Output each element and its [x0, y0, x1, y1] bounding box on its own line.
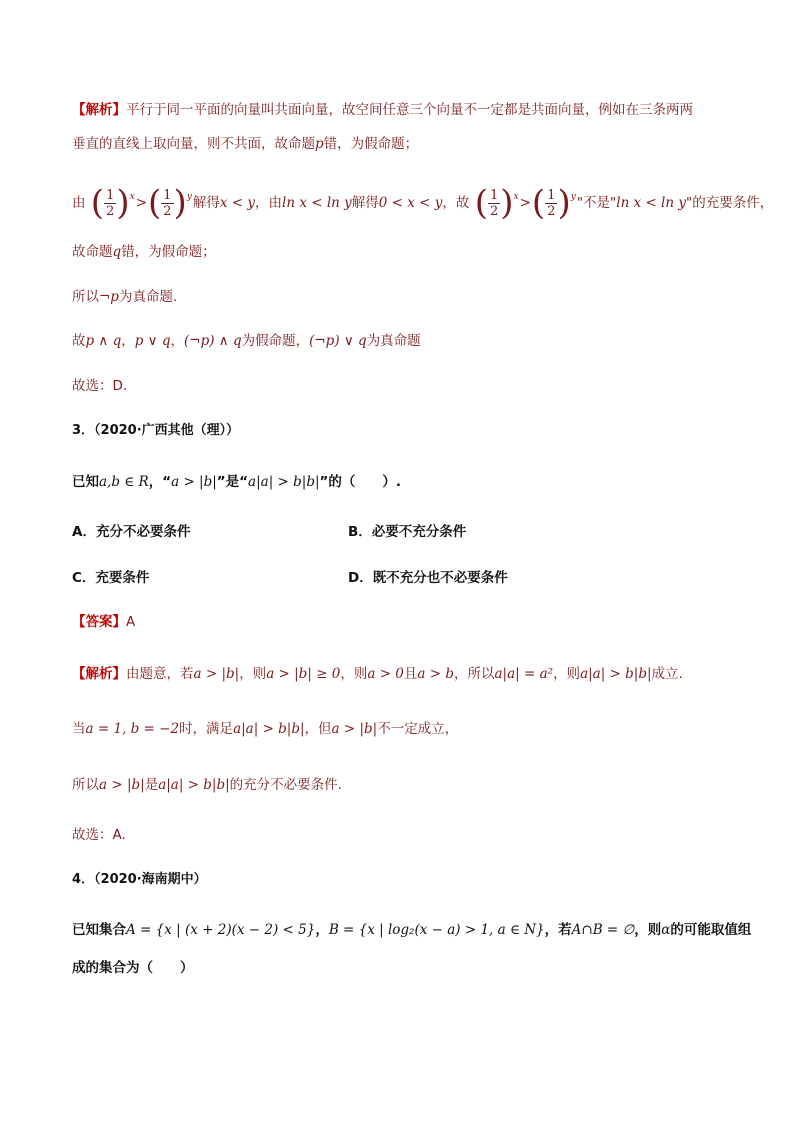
- math-expr: p ∨ q: [134, 333, 171, 349]
- analysis-1-line-3: [72, 178, 773, 228]
- answer-tag: 【答案】: [72, 614, 126, 630]
- numerator: 1: [163, 187, 172, 203]
- math-op: >: [135, 195, 147, 211]
- question-3-header: 3．（2020·广西其他（理））: [72, 423, 240, 438]
- math-set-b: B = {x | log₂(x − a) > 1, a ∈ N}: [328, 922, 545, 938]
- exponent: x: [513, 192, 519, 202]
- analysis-text: 垂直的直线上取向量，则不共面，故命题: [72, 136, 315, 152]
- stem-text: ”的（ ）.: [319, 474, 402, 490]
- analysis-2-choice: 故选：A.: [72, 827, 126, 843]
- analysis-text: 由: [72, 195, 86, 211]
- analysis-text: "不是": [576, 195, 617, 211]
- stem-text: ，: [315, 922, 329, 938]
- denominator: 2: [547, 203, 556, 219]
- analysis-1-line-6: [72, 331, 421, 351]
- fraction-half-power-y: ( $\frac{1}{2}$ )$^y$: [148, 183, 192, 223]
- analysis-text: 时，满足: [179, 721, 234, 737]
- analysis-text: 平行于同一平面的向量叫共面向量，故空间任意三个向量不一定都是共面向量，例如在三条两两: [126, 102, 693, 118]
- math-expr: a = 1, b = −2: [85, 721, 180, 737]
- math-expr: p ∧ q: [85, 333, 122, 349]
- math-expr: a > |b|: [99, 777, 145, 793]
- stem-text: ，则: [634, 922, 662, 938]
- math-expr: a|a| > b|b|: [158, 777, 230, 793]
- math-expr: (¬p) ∧ q: [184, 333, 242, 349]
- exponent: y: [186, 192, 192, 202]
- analysis-text: ，故: [442, 195, 470, 211]
- analysis-text: 不一定成立，: [377, 721, 459, 737]
- math-expr: ln x < ln y: [282, 195, 352, 211]
- math-expr: x < y: [219, 195, 256, 211]
- analysis-text: 成立.: [651, 666, 683, 682]
- analysis-text: ，: [170, 333, 184, 349]
- denominator: 2: [106, 203, 115, 219]
- numerator: 1: [489, 187, 499, 203]
- denominator: 2: [489, 203, 499, 219]
- math-expr: A∩B = ∅: [571, 922, 635, 938]
- fraction-half-power-x: ( $\frac{1}{2}$ )$^x$: [90, 183, 135, 223]
- analysis-text: ，由: [255, 195, 283, 211]
- math-expr: (¬p) ∨ q: [309, 333, 367, 349]
- analysis-text: "的充要条件，: [686, 195, 774, 211]
- numerator: 1: [547, 187, 556, 203]
- math-expr: a|a| = a²: [494, 666, 554, 682]
- analysis-text: 故命题: [72, 244, 113, 260]
- analysis-text: 错，为假命题；: [323, 136, 419, 152]
- math-expr: ln x < ln y: [616, 195, 686, 211]
- question-4-stem-line-1: [72, 920, 751, 940]
- answer-value: A: [126, 614, 136, 630]
- math-expr: a > |b|: [331, 721, 378, 737]
- analysis-text: 是: [144, 777, 159, 793]
- analysis-2-line-3: [72, 775, 342, 795]
- analysis-text: ，则: [340, 666, 368, 682]
- stem-text: 已知集合: [72, 922, 126, 938]
- fraction-half-power-y-2: ( $\frac{1}{2}$ )$^y$: [531, 183, 576, 223]
- math-op: >: [519, 195, 531, 211]
- analysis-text: ，所以: [454, 666, 495, 682]
- analysis-1-line-5: [72, 287, 177, 307]
- math-expr: a > 0: [367, 666, 404, 682]
- math-expr: a|a| > b|b|: [580, 666, 652, 682]
- stem-text: ，若: [544, 922, 572, 938]
- math-expr: a,b ∈ R: [99, 474, 149, 490]
- stem-text: ，“: [148, 474, 172, 490]
- analysis-2-line-1: [72, 664, 683, 684]
- analysis-text: 故: [72, 333, 86, 349]
- analysis-1-choice: 故选：D.: [72, 378, 128, 394]
- exponent: x: [129, 192, 135, 202]
- stem-text: ”是“: [216, 474, 249, 490]
- analysis-text: 错，为假命题；: [121, 244, 216, 260]
- analysis-tag: 【解析】: [72, 666, 126, 682]
- math-expr: a > |b| ≥ 0: [266, 666, 341, 682]
- question-4-stem-line-2: 成的集合为（ ）: [72, 960, 194, 976]
- fraction-half-power-x-2: ( $\frac{1}{2}$ )$^x$: [474, 183, 519, 223]
- question-3-stem: [72, 472, 401, 492]
- math-var-p: p: [315, 136, 324, 152]
- option-a[interactable]: A．充分不必要条件: [72, 524, 191, 540]
- analysis-tag: 【解析】: [72, 102, 126, 118]
- analysis-text: 当: [72, 721, 86, 737]
- analysis-text: 由题意，若: [126, 666, 194, 682]
- analysis-1-line-4: [72, 242, 216, 262]
- stem-text: 已知: [72, 474, 99, 490]
- math-var-q: q: [112, 244, 122, 260]
- option-b[interactable]: B．必要不充分条件: [348, 524, 467, 540]
- analysis-text: 所以: [72, 777, 99, 793]
- analysis-text: 解得: [192, 195, 220, 211]
- math-expr: a > |b|: [193, 666, 240, 682]
- analysis-text: 且: [403, 666, 418, 682]
- analysis-text: ，但: [304, 721, 332, 737]
- analysis-text: 的充分不必要条件.: [229, 777, 342, 793]
- question-4-header: 4．（2020·海南期中）: [72, 872, 207, 887]
- option-d[interactable]: D．既不充分也不必要条件: [348, 570, 508, 586]
- math-expr: ¬p: [99, 289, 119, 305]
- exponent: y: [570, 192, 576, 202]
- option-c[interactable]: C．充要条件: [72, 570, 150, 586]
- analysis-text: 所以: [72, 289, 99, 305]
- analysis-1-line-1: [72, 100, 693, 120]
- analysis-text: ，: [121, 333, 135, 349]
- numerator: 1: [106, 187, 115, 203]
- analysis-2-line-2: [72, 719, 458, 739]
- analysis-text: 为真命题: [366, 333, 421, 349]
- math-expr: a > |b|: [171, 474, 217, 490]
- analysis-text: ，则: [239, 666, 267, 682]
- answer-line: [72, 612, 135, 632]
- math-expr: a > b: [417, 666, 454, 682]
- math-expr: a|a| > b|b|: [248, 474, 320, 490]
- math-var-alpha: α: [661, 922, 671, 938]
- analysis-text: 解得: [351, 195, 379, 211]
- analysis-text: 为假命题，: [241, 333, 310, 349]
- math-expr: 0 < x < y: [378, 195, 443, 211]
- analysis-text: 为真命题.: [118, 289, 178, 305]
- math-set-a: A = {x | (x + 2)(x − 2) < 5}: [126, 922, 316, 938]
- analysis-text: ，则: [553, 666, 581, 682]
- analysis-1-line-2: [72, 134, 418, 154]
- denominator: 2: [163, 203, 172, 219]
- math-expr: a|a| > b|b|: [233, 721, 305, 737]
- stem-text: 的可能取值组: [670, 922, 752, 938]
